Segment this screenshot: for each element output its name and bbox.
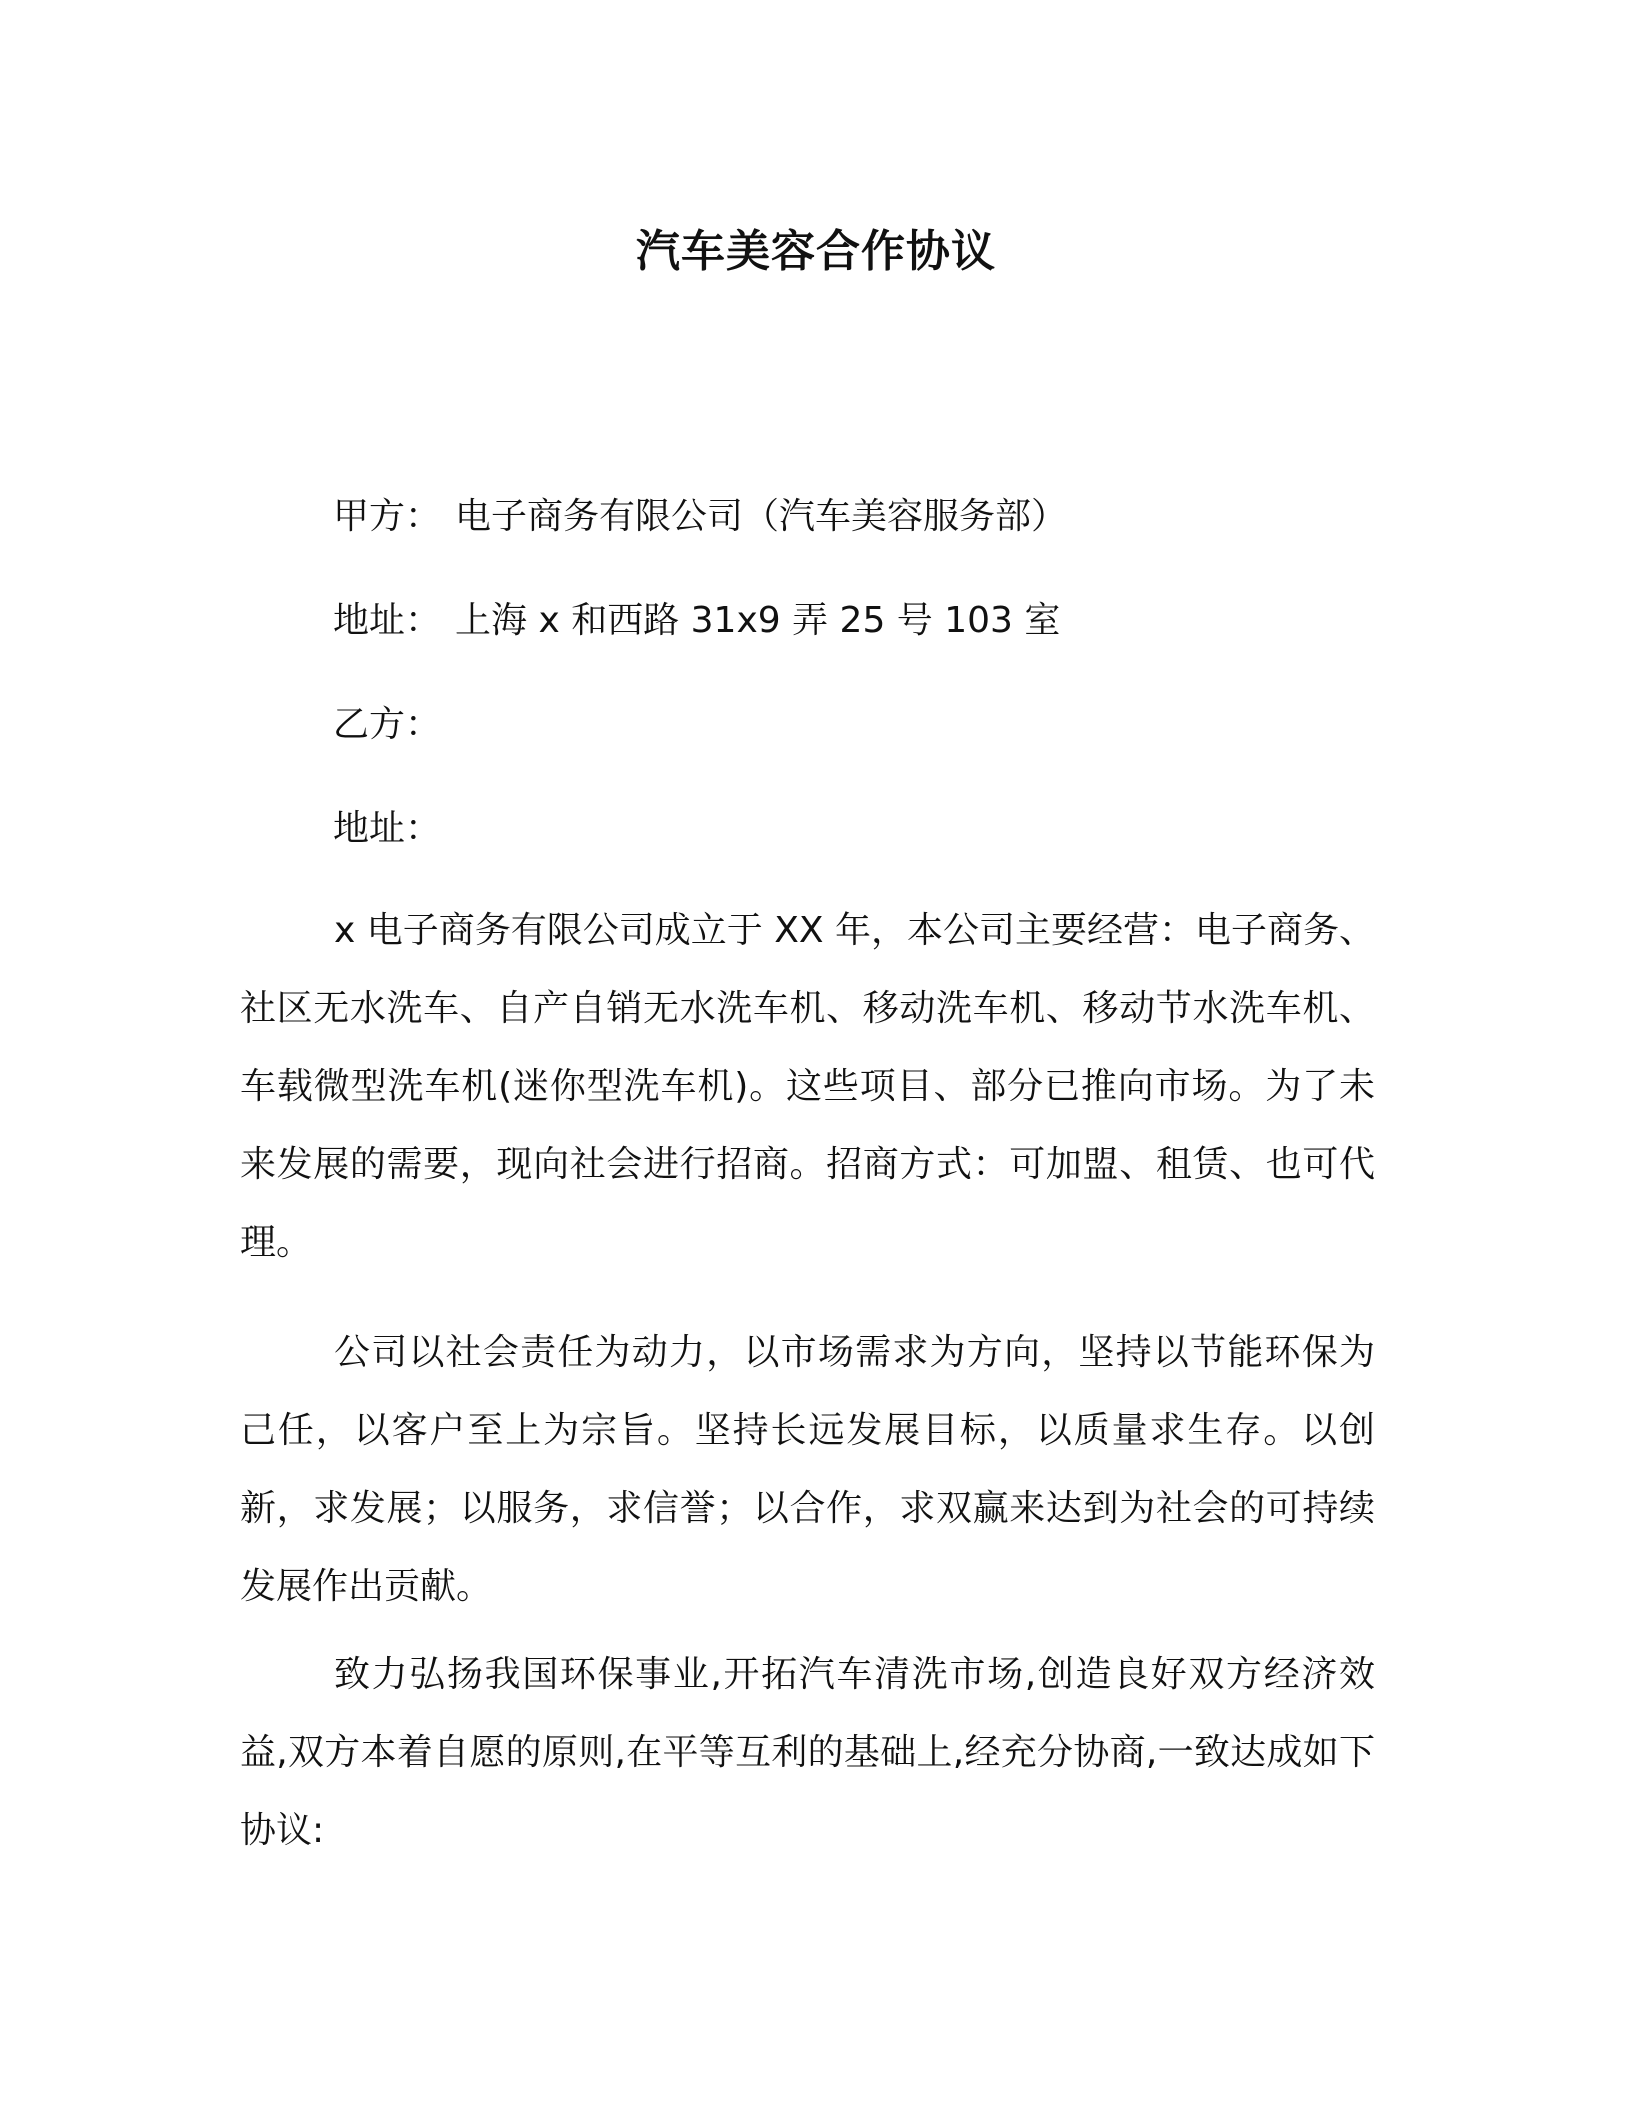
party-a-value: 电子商务有限公司（汽车美容服务部）	[455, 496, 1068, 537]
paragraph-company-intro: x 电子商务有限公司成立于 XX 年，本公司主要经营：电子商务、社区无水洗车、自产自销无水洗车机、移动洗车机、移动节水洗车机、车载微型洗车机(迷你型洗车机)。这些项目、部分已推向市场。为了未来发展的需要，现向社会进行招商。招商方式：可加盟、租赁、也可代理。	[240, 910, 1375, 1263]
party-a-address-value: 上海 x 和西路 31x9 弄 25 号 103 室	[455, 600, 1061, 641]
party-b-address-line	[333, 804, 455, 854]
party-a-line	[333, 492, 1067, 542]
party-b-address-label: 地址：	[333, 808, 442, 849]
party-a-address-line	[333, 596, 1060, 646]
paragraph-company-mission: 公司以社会责任为动力，以市场需求为方向，坚持以节能环保为己任，以客户至上为宗旨。坚持长远发展目标，以质量求生存。以创新，求发展；以服务，求信誉；以合作，求双赢来达到为社会的可持续发展作出贡献。	[240, 1332, 1375, 1607]
party-a-address-label: 地址：	[333, 600, 442, 641]
party-b-label: 乙方：	[333, 704, 442, 745]
document-title: 汽车美容合作协议	[636, 226, 996, 277]
party-a-label: 甲方：	[333, 496, 442, 537]
paragraph-agreement-intro: 致力弘扬我国环保事业,开拓汽车清洗市场,创造良好双方经济效益,双方本着自愿的原则,在平等互利的基础上,经充分协商,一致达成如下协议:	[240, 1654, 1375, 1851]
party-b-line	[333, 700, 455, 750]
